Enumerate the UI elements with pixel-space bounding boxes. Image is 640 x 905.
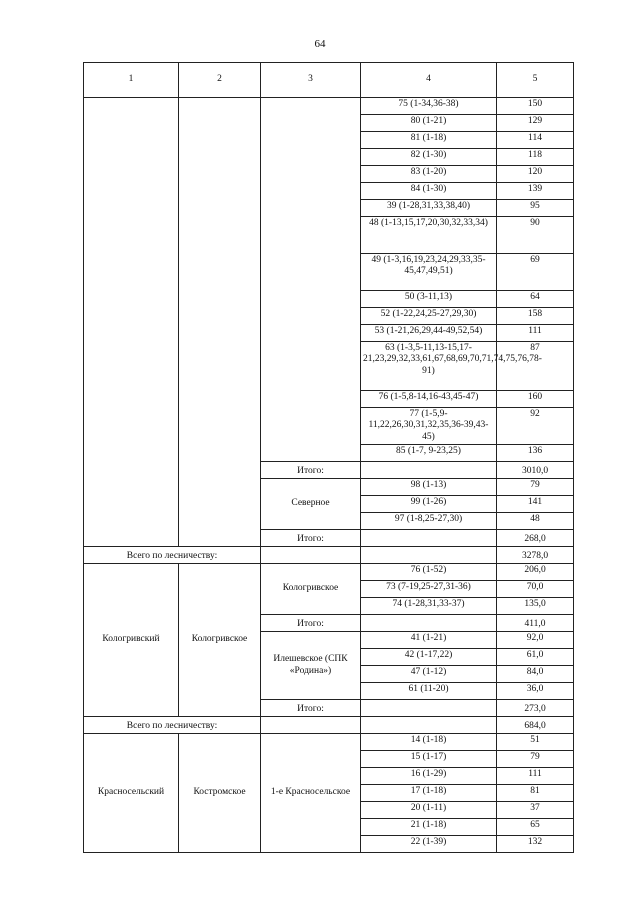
subtotal-value: 268,0 (497, 530, 574, 547)
empty-cell (361, 700, 497, 717)
area-cell: 61,0 (497, 649, 574, 666)
area-cell: 114 (497, 132, 574, 149)
quarter-cell: 17 (1-18) (361, 785, 497, 802)
area-cell: 95 (497, 200, 574, 217)
quarter-cell: 76 (1-52) (361, 564, 497, 581)
quarter-cell: 61 (11-20) (361, 683, 497, 700)
quarter-cell: 14 (1-18) (361, 734, 497, 751)
quarter-cell: 52 (1-22,24,25-27,29,30) (361, 308, 497, 325)
empty-cell (361, 530, 497, 547)
column-header: 5 (497, 63, 574, 98)
quarter-cell: 98 (1-13) (361, 479, 497, 496)
table-row (84, 564, 574, 581)
area-cell: 160 (497, 391, 574, 408)
quarter-cell: 50 (3-11,13) (361, 291, 497, 308)
area-cell: 150 (497, 98, 574, 115)
quarter-cell: 21 (1-18) (361, 819, 497, 836)
quarter-cell: 99 (1-26) (361, 496, 497, 513)
quarter-cell: 63 (1-3,5-11,13-15,17-21,23,29,32,33,61,67,68,69,70,71,74,75,76,78-91) (361, 342, 497, 391)
area-cell: 65 (497, 819, 574, 836)
area-cell: 79 (497, 479, 574, 496)
empty-cell (361, 547, 497, 564)
quarter-cell: 76 (1-5,8-14,16-43,45-47) (361, 391, 497, 408)
area-cell: 158 (497, 308, 574, 325)
quarter-cell: 75 (1-34,36-38) (361, 98, 497, 115)
empty-cell (361, 717, 497, 734)
forestry-cell (179, 98, 261, 547)
quarter-cell: 15 (1-17) (361, 751, 497, 768)
quarter-cell: 83 (1-20) (361, 166, 497, 183)
subforestry-name: 1-е Красносельское (261, 734, 361, 853)
table-row (84, 547, 574, 564)
forestry-total-label: Всего по лесничеству: (84, 717, 261, 734)
quarter-cell: 41 (1-21) (361, 632, 497, 649)
table-row (84, 734, 574, 751)
area-cell: 36,0 (497, 683, 574, 700)
empty-cell (261, 547, 361, 564)
area-cell: 92 (497, 408, 574, 445)
district-name: Кологривский (84, 564, 179, 717)
quarter-cell: 42 (1-17,22) (361, 649, 497, 666)
quarter-cell: 16 (1-29) (361, 768, 497, 785)
table-row (84, 63, 574, 98)
empty-cell (361, 615, 497, 632)
area-cell: 48 (497, 513, 574, 530)
subtotal-label: Итого: (261, 615, 361, 632)
area-cell: 81 (497, 785, 574, 802)
area-cell: 139 (497, 183, 574, 200)
subforestry-cell (261, 98, 361, 462)
quarter-cell: 22 (1-39) (361, 836, 497, 853)
area-cell: 70,0 (497, 581, 574, 598)
quarter-cell: 48 (1-13,15,17,20,30,32,33,34) (361, 217, 497, 254)
subtotal-value: 273,0 (497, 700, 574, 717)
area-cell: 136 (497, 445, 574, 462)
table-row (84, 717, 574, 734)
district-name: Красносельский (84, 734, 179, 853)
quarter-cell: 81 (1-18) (361, 132, 497, 149)
page-number: 64 (314, 38, 326, 50)
area-cell: 111 (497, 768, 574, 785)
table-row (84, 98, 574, 115)
area-cell: 37 (497, 802, 574, 819)
quarter-cell: 74 (1-28,31,33-37) (361, 598, 497, 615)
area-cell: 132 (497, 836, 574, 853)
forest-plots-table (83, 62, 574, 853)
quarter-cell: 85 (1-7, 9-23,25) (361, 445, 497, 462)
forestry-name: Костромское (179, 734, 261, 853)
subtotal-label: Итого: (261, 462, 361, 479)
quarter-cell: 97 (1-8,25-27,30) (361, 513, 497, 530)
subforestry-name: Кологривское (261, 564, 361, 615)
area-cell: 84,0 (497, 666, 574, 683)
area-cell: 135,0 (497, 598, 574, 615)
forestry-total-label: Всего по лесничеству: (84, 547, 261, 564)
subtotal-label: Итого: (261, 530, 361, 547)
quarter-cell: 47 (1-12) (361, 666, 497, 683)
quarter-cell: 73 (7-19,25-27,31-36) (361, 581, 497, 598)
area-cell: 92,0 (497, 632, 574, 649)
quarter-cell: 39 (1-28,31,33,38,40) (361, 200, 497, 217)
forestry-total-value: 3278,0 (497, 547, 574, 564)
quarter-cell: 82 (1-30) (361, 149, 497, 166)
empty-cell (361, 462, 497, 479)
area-cell: 87 (497, 342, 574, 391)
column-header: 4 (361, 63, 497, 98)
district-cell (84, 98, 179, 547)
subforestry-name: Северное (261, 479, 361, 530)
column-header: 3 (261, 63, 361, 98)
forestry-total-value: 684,0 (497, 717, 574, 734)
area-cell: 129 (497, 115, 574, 132)
column-header: 2 (179, 63, 261, 98)
area-cell: 141 (497, 496, 574, 513)
area-cell: 79 (497, 751, 574, 768)
area-cell: 120 (497, 166, 574, 183)
quarter-cell: 53 (1-21,26,29,44-49,52,54) (361, 325, 497, 342)
quarter-cell: 49 (1-3,16,19,23,24,29,33,35-45,47,49,51) (361, 254, 497, 291)
area-cell: 64 (497, 291, 574, 308)
forestry-name: Кологривское (179, 564, 261, 717)
quarter-cell: 77 (1-5,9-11,22,26,30,31,32,35,36-39,43-45) (361, 408, 497, 445)
empty-cell (261, 717, 361, 734)
subtotal-value: 3010,0 (497, 462, 574, 479)
area-cell: 90 (497, 217, 574, 254)
column-header: 1 (84, 63, 179, 98)
area-cell: 118 (497, 149, 574, 166)
area-cell: 111 (497, 325, 574, 342)
quarter-cell: 80 (1-21) (361, 115, 497, 132)
subtotal-value: 411,0 (497, 615, 574, 632)
quarter-cell: 20 (1-11) (361, 802, 497, 819)
quarter-cell: 84 (1-30) (361, 183, 497, 200)
area-cell: 51 (497, 734, 574, 751)
area-cell: 69 (497, 254, 574, 291)
subtotal-label: Итого: (261, 700, 361, 717)
subforestry-name: Илешевское (СПК «Родина») (261, 632, 361, 700)
area-cell: 206,0 (497, 564, 574, 581)
